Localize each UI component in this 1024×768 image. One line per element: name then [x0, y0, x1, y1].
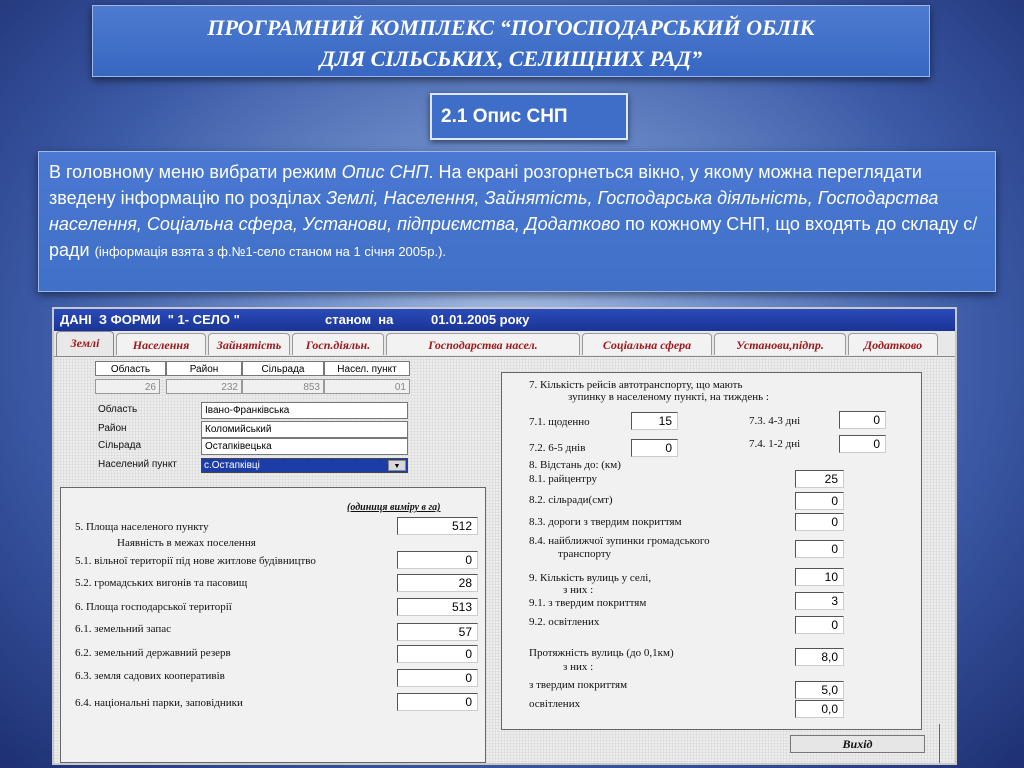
tab-zemli[interactable]: Землі: [56, 331, 114, 356]
q84-label-cont: транспорту: [558, 548, 611, 560]
code-header-silrada: Сільрада: [242, 361, 324, 376]
q83-label: 8.3. дороги з твердим покриттям: [529, 516, 682, 528]
title-form: ДАНІ З ФОРМИ " 1- СЕЛО ": [60, 312, 240, 327]
q8-label: 8. Відстань до: (км): [529, 459, 621, 471]
tab-naselennia[interactable]: Населення: [116, 333, 206, 355]
row-5-1-label: 5.1. вільної території під нове житлове будівництво: [75, 555, 316, 567]
window-titlebar: [54, 309, 955, 331]
row-5-label: 5. Площа населеного пункту: [75, 521, 209, 533]
q73-value[interactable]: 0: [839, 411, 886, 429]
tab-sotsialna-sfera[interactable]: Соціальна сфера: [582, 333, 712, 355]
code-header-oblast: Область: [95, 361, 166, 376]
q91-value[interactable]: 3: [795, 592, 844, 610]
street-lit-value[interactable]: 0,0: [795, 700, 844, 718]
desc-text-1: В головному меню вибрати режим: [49, 162, 342, 182]
settlement-select[interactable]: [201, 458, 408, 473]
q92-label: 9.2. освітлених: [529, 616, 600, 628]
q74-value[interactable]: 0: [839, 435, 886, 453]
row-6-3-value[interactable]: 0: [397, 669, 478, 687]
exit-button[interactable]: Вихід: [790, 735, 925, 753]
tab-bar: [54, 332, 955, 356]
q84-label: 8.4. найближчої зупинки громадського: [529, 535, 710, 547]
code-value-settlement: 01: [324, 379, 410, 394]
q7-label: 7. Кількість рейсів автотранспорту, що мають: [529, 379, 743, 391]
row-6-2-value[interactable]: 0: [397, 645, 478, 663]
q82-value[interactable]: 0: [795, 492, 844, 510]
desc-note: (інформація взята з ф.№1-село станом на 1 січня 2005р.).: [94, 244, 447, 259]
row-6-label: 6. Площа господарської території: [75, 601, 232, 613]
q7-label-cont: зупинку в населеному пункті, на тиждень :: [568, 391, 769, 403]
unit-note: (одиниця виміру в га): [347, 502, 441, 513]
slide-title-line2: ДЛЯ СІЛЬСЬКИХ, СЕЛИЩНИХ РАД”: [319, 46, 703, 71]
row-6-4-label: 6.4. національні парки, заповідники: [75, 697, 243, 709]
raion-field[interactable]: Коломийський: [201, 421, 408, 438]
slide-title-banner: [92, 5, 930, 77]
row-6-1-value[interactable]: 57: [397, 623, 478, 641]
desc-em-1: Опис СНП: [341, 162, 429, 182]
street-length-label: Протяжність вулиць (до 0,1км): [529, 647, 674, 659]
row-6-2-label: 6.2. земельний державний резерв: [75, 647, 231, 659]
row-5-1-value[interactable]: 0: [397, 551, 478, 569]
row-5-value[interactable]: 512: [397, 517, 478, 535]
section-label: 2.1 Опис СНП: [430, 93, 628, 140]
app-window: [52, 307, 957, 765]
q9-label: 9. Кількість вулиць у селі,: [529, 572, 652, 584]
row-6-value[interactable]: 513: [397, 598, 478, 616]
q91-label: 9.1. з твердим покриттям: [529, 597, 647, 609]
q84-value[interactable]: 0: [795, 540, 844, 558]
q92-value[interactable]: 0: [795, 616, 844, 634]
q74-label: 7.4. 1-2 дні: [749, 438, 801, 450]
tab-hospodarstva[interactable]: Господарства насел.: [386, 333, 580, 355]
desc-text-3: по кожному СНП, що входять до складу с/ради: [49, 214, 978, 260]
tab-zainiatist[interactable]: Зайнятість: [208, 333, 290, 355]
street-length-sub-label: з них :: [563, 661, 594, 673]
code-value-oblast: 26: [95, 379, 160, 394]
code-header-settlement: Насел. пункт: [324, 361, 410, 376]
q71-label: 7.1. щоденно: [529, 416, 590, 428]
row-5-2-label: 5.2. громадських вигонів та пасовищ: [75, 577, 248, 589]
street-hard-value[interactable]: 5,0: [795, 681, 844, 699]
label-raion: Район: [98, 423, 127, 434]
q81-label: 8.1. райцентру: [529, 473, 597, 485]
title-date: 01.01.2005 року: [431, 312, 530, 327]
label-oblast: Область: [98, 404, 138, 415]
street-length-value[interactable]: 8,0: [795, 648, 844, 666]
q9-value[interactable]: 10: [795, 568, 844, 586]
description-box: [38, 151, 996, 292]
q82-label: 8.2. сільради(смт): [529, 494, 613, 506]
row-5-2-value[interactable]: 28: [397, 574, 478, 592]
transport-streets-panel: [501, 372, 922, 730]
street-hard-label: з твердим покриттям: [529, 679, 628, 691]
q72-value[interactable]: 0: [631, 439, 678, 457]
desc-em-2: Землі, Населення, Зайнятість, Господарська діяльність, Господарства населення, Соціальна сфера, Установи, підприємства, Додатково: [49, 188, 939, 234]
q81-value[interactable]: 25: [795, 470, 844, 488]
row-6-3-label: 6.3. земля садових кооперативів: [75, 670, 225, 682]
land-area-panel: [60, 487, 486, 763]
title-as-of: станом на: [325, 312, 394, 327]
q72-label: 7.2. 6-5 днів: [529, 442, 586, 454]
tab-dodatkovo[interactable]: Додатково: [848, 333, 938, 355]
q71-value[interactable]: 15: [631, 412, 678, 430]
row-presence-label: Наявність в межах поселення: [117, 537, 256, 549]
street-lit-label: освітлених: [529, 698, 581, 710]
divider: [939, 724, 940, 764]
label-settlement: Населений пункт: [98, 459, 177, 470]
code-value-raion: 232: [166, 379, 242, 394]
code-header-raion: Район: [166, 361, 242, 376]
desc-text-2: . На екрані розгорнеться вікно, у якому можна переглядати зведену інформацію по розділах: [49, 162, 922, 208]
code-value-silrada: 853: [242, 379, 324, 394]
q83-value[interactable]: 0: [795, 513, 844, 531]
row-6-4-value[interactable]: 0: [397, 693, 478, 711]
row-6-1-label: 6.1. земельний запас: [75, 623, 171, 635]
slide-title-line1: ПРОГРАМНИЙ КОМПЛЕКС “ПОГОСПОДАРСЬКИЙ ОБЛІК: [207, 15, 815, 40]
tab-content-zemli: [54, 356, 955, 765]
tab-hosp-diialn[interactable]: Госп.діяльн.: [292, 333, 384, 355]
q73-label: 7.3. 4-3 дні: [749, 415, 801, 427]
label-silrada: Сільрада: [98, 440, 142, 451]
chevron-down-icon[interactable]: ▼: [388, 460, 406, 471]
silrada-field[interactable]: Остапківецька: [201, 438, 408, 455]
tab-ustanovy[interactable]: Установи,підпр.: [714, 333, 846, 355]
oblast-field[interactable]: Івано-Франківська: [201, 402, 408, 419]
settlement-selected-value: с.Остапківці: [204, 460, 260, 471]
q9-sub-label: з них :: [563, 584, 594, 596]
